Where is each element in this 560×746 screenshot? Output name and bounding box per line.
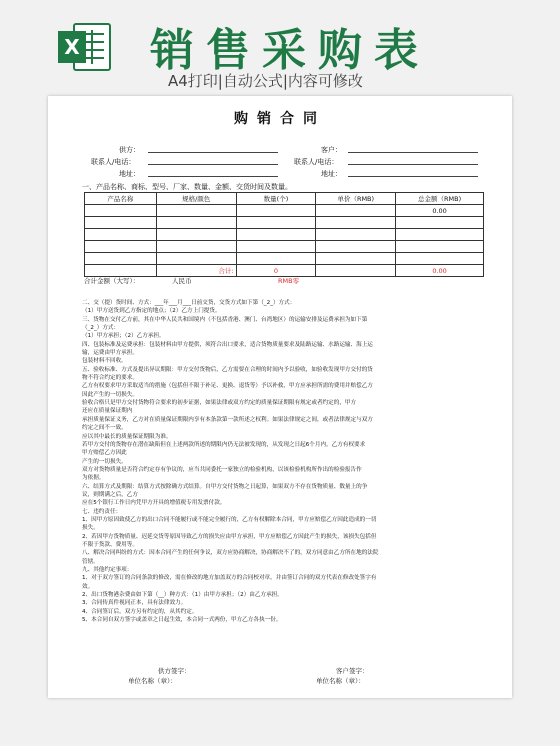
header-total: 总金额（RMB) xyxy=(396,193,484,205)
clause-line: 2、若因甲方货物质量、迟延交货等原因导致乙方的损失应由甲方承担，甲方应赔偿乙方因此产生的损失，该损失包括但 xyxy=(82,533,377,540)
clause-line: 1、对于双方签订的合同条款的修改，需在修改的地方加盖双方的合同校对章，并由签订合同的双方代表在修改处签字有 xyxy=(82,575,377,582)
document-title: 购销合同 xyxy=(234,111,326,127)
clause-line: 三、货物在交付乙方前，其在中华人民共和国境内（不包括香港、澳门、台湾地区）的运输安排及运费承担为如下第 xyxy=(82,316,368,323)
table-row[interactable] xyxy=(85,229,484,241)
supplier-line[interactable] xyxy=(148,152,278,153)
clause-line: 八、解决合同纠纷的方式：因本合同产生的任何争议，双方应协商解决，协商解决不了的，双方同意由乙方所在地的法院 xyxy=(82,550,379,557)
amount-words-value: RMB零 xyxy=(278,277,300,285)
customer-label: 客户： xyxy=(321,146,342,154)
clause-line: 输，运费由甲方承担。 xyxy=(82,350,138,357)
contract-clauses xyxy=(82,299,486,624)
clause-line: 承担质量保证义务，乙方对在质量保证期限内享有本条款第一款所述之权利。如果法律规定之间，或者法律规定与双方 xyxy=(82,416,373,423)
excel-icon-letter: X xyxy=(64,35,80,59)
address-left-label: 地址： xyxy=(119,170,140,178)
clause-line: 四、包装标准及运费承担：包装材料由甲方提供，须符合出口要求，适合货物质量要求及陆路运输、水路运输、海上运 xyxy=(82,341,373,348)
clause-line: （1）甲方送货到乙方指定的地点；（2）乙方上门提货。 xyxy=(82,308,221,315)
clause-line: 不限于货款、费用等。 xyxy=(82,541,138,548)
customer-line[interactable] xyxy=(348,152,478,153)
header-price: 单价（RMB) xyxy=(316,193,396,205)
clause-line: 因此产生的一切损失。 xyxy=(82,391,138,398)
table-row[interactable] xyxy=(85,217,484,229)
supplier-label: 供方： xyxy=(119,146,140,154)
table-row[interactable] xyxy=(85,205,484,217)
clause-line: 应在5个银行工作日内凭甲方开具的增值税专用发票付款。 xyxy=(82,500,226,507)
contact-right-label: 联系人/电话： xyxy=(294,158,339,166)
clause-line: 4、合同签订后，双方另有约定的，从其约定。 xyxy=(82,608,198,615)
clause-line: （_2_）方式： xyxy=(82,325,120,332)
subtotal-qty: 0 xyxy=(236,265,316,277)
subtotal-row xyxy=(85,265,484,277)
clause-line: 2、出口货物港杂费由如下第（__）种方式：（1）由甲方承担；（2）由乙方承担。 xyxy=(82,592,283,599)
subtotal-amount: 0.00 xyxy=(396,265,484,277)
banner-title: 销售采购表 xyxy=(150,25,430,76)
section-1-heading: 一、产品名称、商标、型号、厂家、数量、金额、交货时间及数量。 xyxy=(82,183,292,191)
excel-icon xyxy=(58,22,112,72)
header-qty: 数量(个) xyxy=(236,193,316,205)
customer-sign-label: 客户签字： xyxy=(336,667,369,675)
clause-line: 产生的一切损失。 xyxy=(82,458,127,465)
contact-right-line[interactable] xyxy=(348,164,478,165)
clause-line: 甲方赔偿乙方因此 xyxy=(82,450,127,457)
clause-line: 5、本合同自双方签字或盖章之日起生效，本合同一式两份，甲方乙方各执一份。 xyxy=(82,617,282,624)
clause-line: 双方对货物质量是否符合约定存有争议的，应当共同委托一家独立的检验机构，以该检验机构所作出的检验报告作 xyxy=(82,466,362,473)
clause-line: 六、结算方式及期限：结算方式按除确方式结算。自甲方交付货物之日起算，如果双方不存在货物质量、数量上的争 xyxy=(82,483,368,490)
clause-line: 若甲方交付的货物存在潜在缺陷但在上述两款所述的期限内仍无法被发现的，从发现之日起6个月内，乙方有权要求 xyxy=(82,441,366,448)
clause-line: 五、验收标准、方式及提出异议期限：甲方交付货物后，乙方需要在合理的时间内予以验收，如验收发现甲方交付的货 xyxy=(82,366,373,373)
customer-unit-label: 单位名称（章）： xyxy=(316,677,365,685)
clause-line: 物不符合约定的要求。 xyxy=(82,375,138,382)
clause-line: 1、因甲方原因致使乙方的出口合同不能履行或不能完全履行的，乙方有权解除本合同，甲方应赔偿乙方因此造成的一切 xyxy=(82,516,377,523)
clause-line: 约定之间不一致， xyxy=(82,425,127,432)
clause-line: 二、交（提）货时间、方式：___年___月___日前交货，交货方式如下第（_2_）方式： xyxy=(82,300,296,306)
product-table xyxy=(84,192,484,277)
clause-line: 七、违约责任： xyxy=(82,508,122,515)
clause-line: 乙方有权要求甲方采取适当的措施（包括但不限于补足、更换、退货等）予以补救，甲方应承担所需的费用并赔偿乙方 xyxy=(82,383,373,390)
supplier-sign-label: 供方签字： xyxy=(158,667,191,675)
amount-words-label: 合计金额（大写）： xyxy=(84,277,140,285)
contact-left-line[interactable] xyxy=(148,164,278,165)
currency-label: 人民币 xyxy=(172,277,192,285)
clause-line: 还应在质量保证期内 xyxy=(82,408,133,415)
clause-line: 议，则期满之后，乙方 xyxy=(82,491,138,498)
table-header-row xyxy=(85,193,484,205)
header-product: 产品名称 xyxy=(85,193,157,205)
header-spec: 规格/颜色 xyxy=(156,193,236,205)
table-row[interactable] xyxy=(85,253,484,265)
supplier-unit-label: 单位名称（章）： xyxy=(128,677,177,685)
clause-line: 应以其中最长的质量保证期限为准。 xyxy=(82,433,172,440)
clause-line: 损失。 xyxy=(82,525,99,532)
clause-line: 为依据。 xyxy=(82,475,105,482)
subtotal-label: 合计: xyxy=(156,265,236,277)
clause-line: 3、合同传真件视同正本，具有法律效力。 xyxy=(82,600,187,607)
clause-line: 九、其他约定事项： xyxy=(82,567,133,573)
contact-left-label: 联系人/电话： xyxy=(91,158,136,166)
row-total: 0.00 xyxy=(396,205,484,217)
address-right-label: 地址： xyxy=(321,170,342,178)
document-sheet xyxy=(48,96,512,698)
address-right-line[interactable] xyxy=(348,176,478,177)
clause-line: 验收合格只是甲方交付货物符合要求的初步证据，如果法律或双方约定的质量保证期限有规定或者约定的，甲方 xyxy=(82,400,357,407)
banner-subtitle: A4打印|自动公式|内容可修改 xyxy=(168,72,363,90)
banner xyxy=(0,0,560,100)
clause-line: （1）甲方承担；（2）乙方承担。 xyxy=(82,333,165,340)
table-row[interactable] xyxy=(85,241,484,253)
clause-line: 管辖。 xyxy=(82,558,99,565)
clause-line: 效。 xyxy=(82,583,94,590)
address-left-line[interactable] xyxy=(148,176,278,177)
clause-line: 包装材料不回收。 xyxy=(82,358,127,365)
